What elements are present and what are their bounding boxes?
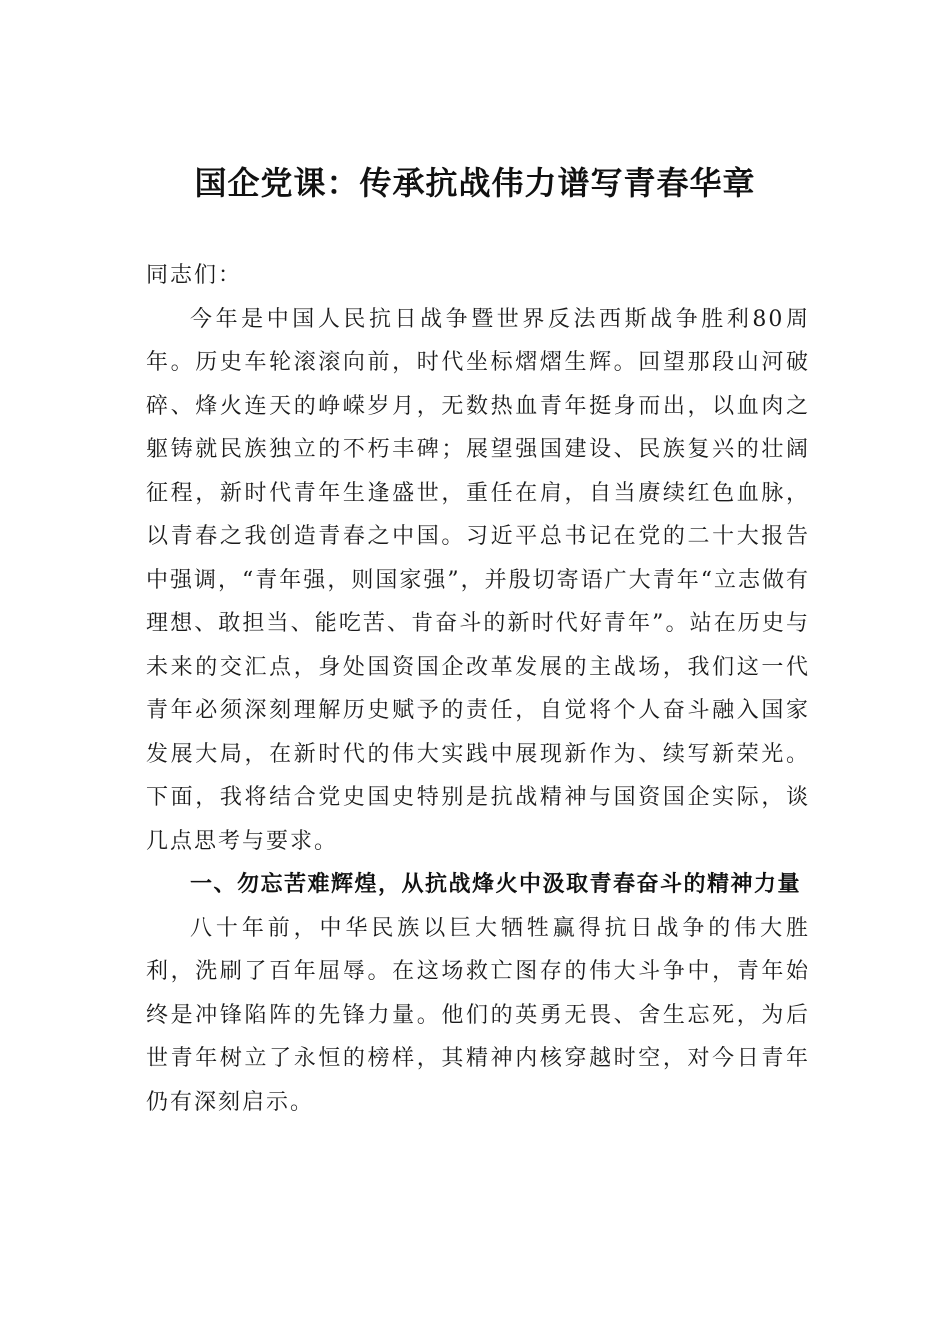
document-body	[146, 254, 810, 1124]
section-heading-1: 一、勿忘苦难辉煌，从抗战烽火中汲取青春奋斗的精神力量	[190, 872, 802, 897]
paragraph-intro: 今年是中国人民抗日战争暨世界反法西斯战争胜利80周年。历史车轮滚滚向前，时代坐标熠熠生辉。回望那段山河破碎、烽火连天的峥嵘岁月，无数热血青年挺身而出，以血肉之躯铸就民族独立的不朽丰碑；展望强国建设、民族复兴的壮阔征程，新时代青年生逢盛世，重任在肩，自当赓续红色血脉，以青春之我创造青春之中国。习近平总书记在党的二十大报告中强调，“青年强，则国家强”，并殷切寄语广大青年“立志做有理想、敢担当、能吃苦、肯奋斗的新时代好青年”。站在历史与未来的交汇点，身处国资国企改革发展的主战场，我们这一代青年必须深刻理解历史赋予的责任，自觉将个人奋斗融入国家发展大局，在新时代的伟大实践中展现新作为、续写新荣光。下面，我将结合党史国史特别是抗战精神与国资国企实际，谈几点思考与要求。	[146, 306, 810, 854]
document-title: 国企党课：传承抗战伟力谱写青春华章	[194, 164, 756, 202]
paragraph-section-1: 八十年前，中华民族以巨大牺牲赢得抗日战争的伟大胜利，洗刷了百年屈辱。在这场救亡图存的伟大斗争中，青年始终是冲锋陷阵的先锋力量。他们的英勇无畏、舍生忘死，为后世青年树立了永恒的榜样，其精神内核穿越时空，对今日青年仍有深刻启示。	[146, 915, 810, 1115]
greeting: 同志们：	[146, 263, 243, 288]
